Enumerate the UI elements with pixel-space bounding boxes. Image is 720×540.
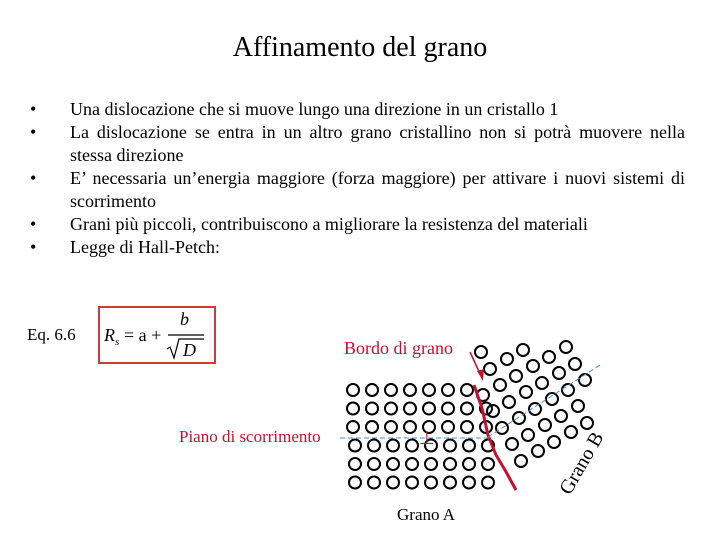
grain-a-atom <box>347 384 359 396</box>
grain-b-atom <box>527 360 539 372</box>
grain-boundary-label: Bordo di grano <box>344 338 453 358</box>
grain-b-atom <box>522 429 534 441</box>
bullet-marker: • <box>30 122 37 142</box>
grain-a-atom <box>444 440 456 452</box>
grain-a-atom <box>406 477 418 489</box>
grain-a-atom <box>423 384 435 396</box>
grain-a-atom <box>349 477 361 489</box>
grain-b-atom <box>555 410 567 422</box>
grain-a-atom <box>461 421 473 433</box>
grain-a-atom <box>444 458 456 470</box>
grain-b-atom <box>546 393 558 405</box>
bullet-text: Grani più piccoli, contribuiscono a migliorare la resistenza del materiali <box>70 214 588 234</box>
grain-b-atom <box>560 341 572 353</box>
equation-numerator: b <box>180 309 189 329</box>
grain-a-atom <box>442 384 454 396</box>
grain-a-atom <box>385 384 397 396</box>
equation-constant: = a + <box>124 325 162 345</box>
grain-b-atom <box>494 379 506 391</box>
grain-a-atom <box>366 384 378 396</box>
bullet-marker: • <box>30 214 37 234</box>
grain-a-atom <box>347 403 359 415</box>
slip-plane-line-b <box>488 365 600 437</box>
grain-a-atom <box>387 440 399 452</box>
grain-b-atom <box>501 353 513 365</box>
equation-label: Eq. 6.6 <box>27 325 76 344</box>
grain-b-atom <box>536 377 548 389</box>
grain-b-atom <box>548 436 560 448</box>
grain-a-atom <box>463 477 475 489</box>
dislocation-symbol: ⊥ <box>419 428 435 448</box>
grain-b-atom <box>565 426 577 438</box>
grain-b-label: Grano B <box>555 428 609 499</box>
grain-a-atom <box>368 440 380 452</box>
grain-b-atom <box>515 455 527 467</box>
grain-a-atom <box>349 440 361 452</box>
grain-b-atom <box>539 419 551 431</box>
grain-a-atom <box>366 403 378 415</box>
grain-a-atom <box>368 458 380 470</box>
bullet-text: Una dislocazione che si muove lungo una direzione in un cristallo 1 <box>70 99 559 119</box>
grain-a-atom <box>442 403 454 415</box>
grain-a-atom <box>444 477 456 489</box>
grain-a-atom <box>404 421 416 433</box>
bullet-text: Legge di Hall-Petch: <box>70 237 220 257</box>
grain-a-atom <box>425 477 437 489</box>
grain-a-atom <box>368 477 380 489</box>
grain-b-atom <box>562 384 574 396</box>
grain-a-atom <box>404 403 416 415</box>
grain-a-atom <box>461 403 473 415</box>
grain-b-atom <box>475 346 487 358</box>
grain-b-atom <box>503 396 515 408</box>
equation-denominator: D <box>183 340 196 360</box>
grain-b-atom <box>487 405 499 417</box>
grain-a-atom <box>461 384 473 396</box>
grain-b-atom <box>520 386 532 398</box>
equation-lhs: R <box>104 325 115 345</box>
grain-b-atom <box>532 445 544 457</box>
grain-a-atom <box>366 421 378 433</box>
grain-a-atom <box>406 440 418 452</box>
bullet-marker: • <box>30 99 37 119</box>
grain-a-atom <box>423 403 435 415</box>
grain-b-atom <box>543 351 555 363</box>
grain-a-atom <box>482 458 494 470</box>
grain-a-atom <box>442 421 454 433</box>
grain-a-atom <box>385 403 397 415</box>
slip-plane-label: Piano di scorrimento <box>179 427 321 446</box>
grain-a-atom <box>349 458 361 470</box>
grain-a-atom <box>463 440 475 452</box>
page-title: Affinamento del grano <box>232 32 488 63</box>
grain-a-atom <box>404 384 416 396</box>
equation-lhs-subscript: s <box>115 336 120 348</box>
grain-b-atom <box>517 344 529 356</box>
boundary-pointer-arrowhead <box>477 369 484 381</box>
grain-a-label: Grano A <box>397 505 456 524</box>
bullet-text: La dislocazione se entra in un altro grano cristallino non si potrà muovere nella stessa direzione <box>70 122 685 165</box>
bullet-text: E’ necessaria un’energia maggiore (forza maggiore) per attivare i nuovi sistemi di scorrimento <box>70 168 685 211</box>
grain-a-atom <box>387 477 399 489</box>
grain-a-atom <box>425 458 437 470</box>
grain-b-atom <box>510 370 522 382</box>
bullet-marker: • <box>30 168 37 188</box>
grain-b-atom <box>553 367 565 379</box>
grain-b-atom <box>484 363 496 375</box>
grain-a-atom <box>385 421 397 433</box>
grain-a-atom <box>482 477 494 489</box>
bullet-marker: • <box>30 237 37 257</box>
grain-a-atom <box>406 458 418 470</box>
grain-a-atom <box>387 458 399 470</box>
grain-b-atom <box>569 358 581 370</box>
grain-a-atom <box>347 421 359 433</box>
grain-b-atom <box>506 438 518 450</box>
grain-b-atom <box>579 374 591 386</box>
grain-b-atom <box>572 400 584 412</box>
grain-a-atom <box>463 458 475 470</box>
grain-b-atom <box>581 417 593 429</box>
